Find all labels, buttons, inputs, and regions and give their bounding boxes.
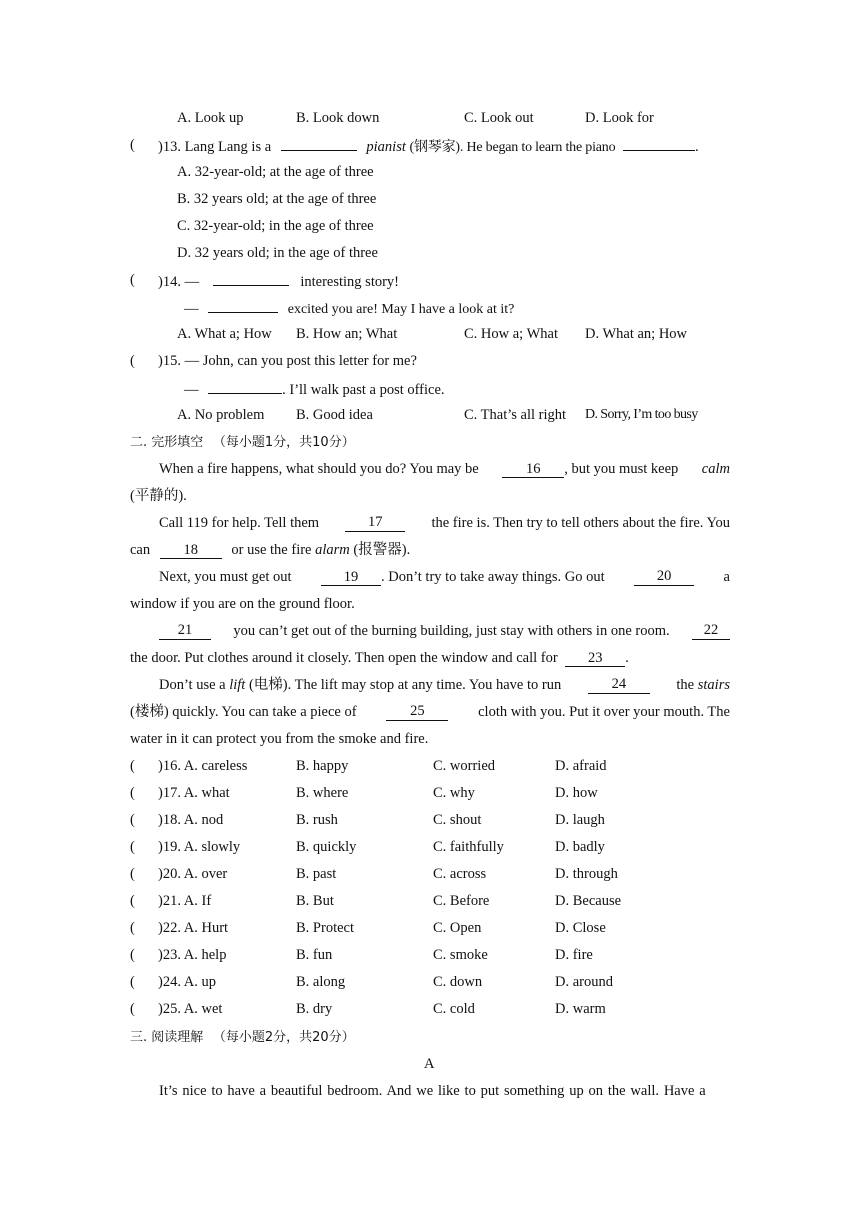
q24-option-b: B. along	[296, 974, 346, 990]
answer-blank	[623, 136, 695, 151]
q12-option-a: A. Look up	[177, 110, 244, 126]
q15-option-d: D. Sorry, I’m too busy	[585, 407, 698, 422]
blank-19: 19	[321, 569, 381, 586]
q21-option-c: C. Before	[433, 893, 490, 909]
q25-option-c: C. cold	[433, 1001, 475, 1017]
passage-line: Don’t use a lift (电梯). The lift may stop at any time. You have to run 24 the stairs	[159, 676, 730, 693]
q16-option-d: D. afraid	[555, 758, 607, 774]
answer-paren: (	[130, 785, 135, 801]
blank-25: 25	[386, 703, 448, 721]
blank-18: 18	[160, 542, 222, 559]
question-stem: )13. Lang Lang is a pianist (钢琴家). He began to learn the piano .	[158, 136, 699, 157]
q15-option-c: C. That’s all right	[464, 407, 567, 423]
blank-20: 20	[634, 568, 694, 586]
q25-option-b: B. dry	[296, 1001, 333, 1017]
reading-a-paragraph: It’s nice to have a beautiful bedroom. And we like to put something up on the wall. Have a	[159, 1083, 706, 1099]
q23-option-a: )23. A. help	[158, 947, 227, 963]
section-2-heading: 二. 完形填空 （每小题1分，共10分）	[130, 435, 355, 450]
q22-option-d: D. Close	[555, 920, 606, 936]
q16-option-b: B. happy	[296, 758, 349, 774]
q12-option-c: C. Look out	[464, 110, 534, 126]
answer-paren: (	[130, 839, 135, 855]
answer-paren: (	[130, 947, 135, 963]
answer-paren: (	[130, 353, 135, 369]
q20-option-a: )20. A. over	[158, 866, 228, 882]
q19-option-b: B. quickly	[296, 839, 357, 855]
answer-paren: (	[130, 974, 135, 990]
q21-option-d: D. Because	[555, 893, 622, 909]
q17-option-a: )17. A. what	[158, 785, 230, 801]
q12-option-d: D. Look for	[585, 110, 654, 126]
q16-option-a: )16. A. careless	[158, 758, 248, 774]
answer-paren: (	[130, 272, 135, 288]
passage-line: can 18 or use the fire alarm (报警器).	[130, 542, 411, 558]
q13-option-d: D. 32 years old; in the age of three	[177, 245, 378, 261]
q24-option-a: )24. A. up	[158, 974, 216, 990]
answer-paren: (	[130, 920, 135, 936]
q21-option-a: )21. A. If	[158, 893, 212, 909]
answer-paren: (	[130, 812, 135, 828]
passage-line: water in it can protect you from the smoke and fire.	[130, 731, 429, 747]
answer-blank	[208, 379, 282, 394]
q13-option-a: A. 32-year-old; at the age of three	[177, 164, 374, 180]
answer-paren: (	[130, 893, 135, 909]
passage-line: 21 you can’t get out of the burning building, just stay with others in one room. 22	[159, 622, 730, 640]
q23-option-c: C. smoke	[433, 947, 488, 963]
q24-option-c: C. down	[433, 974, 483, 990]
q14-option-b: B. How an; What	[296, 326, 398, 342]
q13-option-b: B. 32 years old; at the age of three	[177, 191, 377, 207]
q18-option-c: C. shout	[433, 812, 482, 828]
passage-line: Call 119 for help. Tell them 17 the fire is. Then try to tell others about the fire. You	[159, 514, 730, 531]
q15-option-a: A. No problem	[177, 407, 265, 423]
blank-22: 22	[692, 622, 730, 640]
answer-paren: (	[130, 137, 135, 153]
q24-option-d: D. around	[555, 974, 613, 990]
question-stem: )15. — John, can you post this letter for me?	[158, 353, 417, 369]
question-line-2: — . I’ll walk past a post office.	[184, 379, 445, 399]
blank-23: 23	[565, 650, 625, 667]
q20-option-c: C. across	[433, 866, 487, 882]
reading-a-title: A	[424, 1056, 435, 1072]
q14-option-c: C. How a; What	[464, 326, 558, 342]
passage-line: When a fire happens, what should you do? You may be 16 , but you must keep calm	[159, 461, 730, 477]
q19-option-d: D. badly	[555, 839, 605, 855]
q25-option-a: )25. A. wet	[158, 1001, 223, 1017]
q22-option-b: B. Protect	[296, 920, 354, 936]
passage-line: (平静的).	[130, 488, 187, 504]
passage-line: (楼梯) quickly. You can take a piece of 25 cloth with you. Put it over your mouth. The	[130, 703, 730, 720]
q20-option-b: B. past	[296, 866, 337, 882]
q19-option-c: C. faithfully	[433, 839, 504, 855]
blank-21: 21	[159, 622, 211, 640]
q23-option-d: D. fire	[555, 947, 593, 963]
q15-option-b: B. Good idea	[296, 407, 373, 423]
section-3-heading: 三. 阅读理解 （每小题2分，共20分）	[130, 1030, 355, 1045]
q18-option-d: D. laugh	[555, 812, 605, 828]
q22-option-c: C. Open	[433, 920, 482, 936]
q25-option-d: D. warm	[555, 1001, 606, 1017]
q20-option-d: D. through	[555, 866, 618, 882]
q18-option-b: B. rush	[296, 812, 338, 828]
answer-paren: (	[130, 866, 135, 882]
blank-24: 24	[588, 676, 650, 694]
answer-blank	[213, 271, 289, 286]
q12-option-b: B. Look down	[296, 110, 380, 126]
q14-option-a: A. What a; How	[177, 326, 272, 342]
answer-blank	[208, 298, 278, 313]
blank-17: 17	[345, 514, 405, 532]
passage-line: Next, you must get out 19 . Don’t try to take away things. Go out 20 a	[159, 568, 730, 585]
q17-option-d: D. how	[555, 785, 598, 801]
passage-line: window if you are on the ground floor.	[130, 596, 355, 612]
answer-blank	[281, 136, 357, 151]
passage-line: the door. Put clothes around it closely. Then open the window and call for 23 .	[130, 650, 629, 666]
q17-option-b: B. where	[296, 785, 349, 801]
question-line-2: — excited you are! May I have a look at it?	[184, 298, 514, 319]
q14-option-d: D. What an; How	[585, 326, 688, 342]
question-stem: )14. — interesting story!	[158, 271, 399, 291]
answer-paren: (	[130, 1001, 135, 1017]
blank-16: 16	[502, 461, 564, 478]
q18-option-a: )18. A. nod	[158, 812, 224, 828]
q21-option-b: B. But	[296, 893, 334, 909]
q13-option-c: C. 32-year-old; in the age of three	[177, 218, 374, 234]
q16-option-c: C. worried	[433, 758, 496, 774]
q17-option-c: C. why	[433, 785, 475, 801]
answer-paren: (	[130, 758, 135, 774]
q19-option-a: )19. A. slowly	[158, 839, 241, 855]
q23-option-b: B. fun	[296, 947, 333, 963]
q22-option-a: )22. A. Hurt	[158, 920, 229, 936]
